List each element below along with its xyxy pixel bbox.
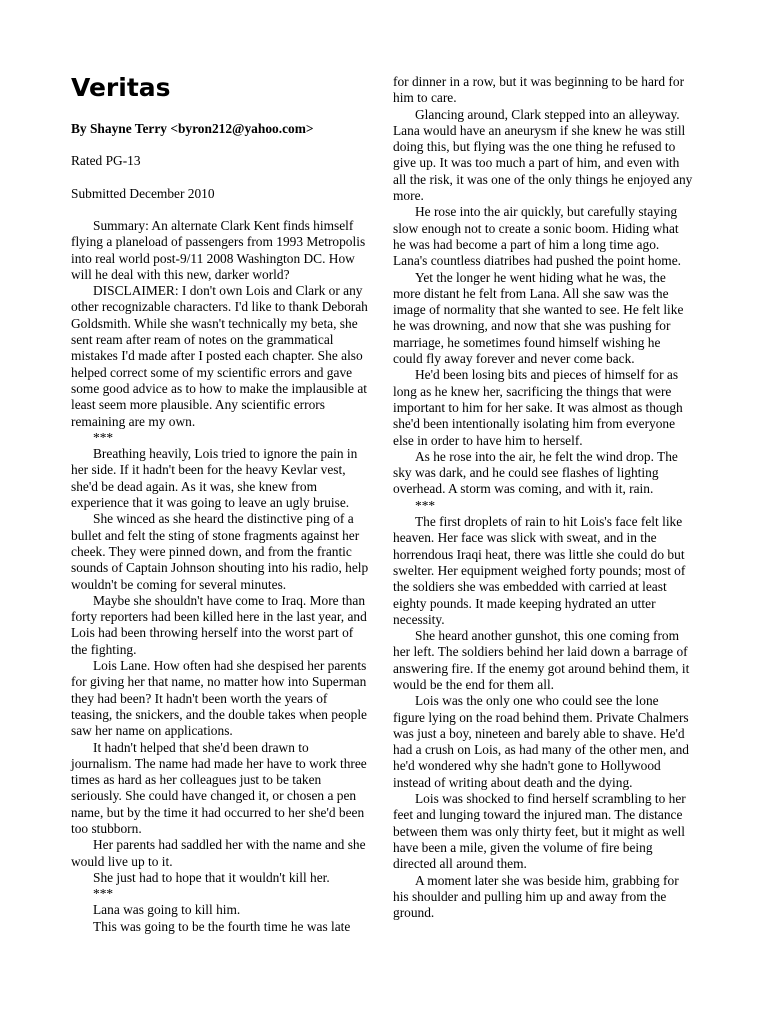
body-paragraph: She winced as she heard the distinctive ping of a bullet and felt the sting of stone fragments against her cheek. They were pinned down, and from the frantic sounds of Captain Johnson shouting into his radio, help wouldn't be coming for several minutes. xyxy=(71,511,369,592)
body-paragraph: A moment later she was beside him, grabbing for his shoulder and pulling him up and away from the ground. xyxy=(393,872,679,921)
body-paragraph: Her parents had saddled her with the name and she would live up to it. xyxy=(71,837,366,869)
body-paragraph: Lois was the only one who could see the lone figure lying on the road behind them. Private Chalmers was just a boy, nineteen and barely able to shave. He'd had a crush on Lois, as had many of the other men, and he'd wondered why she hadn't gone to Hollywood instead of writing about death and the dying. xyxy=(393,693,689,790)
body-paragraph: Lois Lane. How often had she despised her parents for giving her that name, no matter how into Superman they had been? It hadn't been worth the years of teasing, the snickers, and the double takes when people saw her name on applications. xyxy=(71,658,367,739)
body-paragraph: Yet the longer he went hiding what he was, the more distant he felt from Lana. All she saw was the image of normality that she wanted to see. He felt like he was drowning, and now that she was pushing for marriage, he sometimes found himself wishing he could fly away forever and never come back. xyxy=(393,269,684,367)
body-paragraph: Glancing around, Clark stepped into an alleyway. Lana would have an aneurysm if she knew he was still doing this, but flying was the one thing he refused to give up. It was too much a part of him, and even with all the risk, it was one of the only things he enjoyed any more. xyxy=(393,106,693,204)
summary-paragraph: Summary: An alternate Clark Kent finds himself flying a planeload of passengers from 1993 Metropolis into real world post-9/11 2008 Washington DC. How will he deal with this new, darker world? xyxy=(71,218,366,282)
scene-separator: *** xyxy=(93,429,114,445)
body-paragraph-continued: for dinner in a row, but it was beginning to be hard for him to care. xyxy=(393,74,685,106)
body-paragraph: Lois was shocked to find herself scrambling to her feet and lunging toward the injured man. The distance between them was only thirty feet, but it might as well have been a mile, given the volume of fire being directed all around them. xyxy=(393,791,686,872)
body-paragraph: Breathing heavily, Lois tried to ignore the pain in her side. If it hadn't been for the heavy Kevlar vest, she'd be dead again. As it was, she knew from experience that it was going to leave an ugly bruise. xyxy=(71,446,358,511)
rating-line: Rated PG-13 xyxy=(71,153,141,168)
body-paragraph: As he rose into the air, he felt the wind drop. The sky was dark, and he could see flashes of lighting overhead. A storm was coming, and with it, rain. xyxy=(393,448,678,497)
left-text-column xyxy=(71,218,371,935)
body-paragraph: The first droplets of rain to hit Lois's face felt like heaven. Her face was slick with sweat, and in the horrendous Iraqi heat, there was little she could do but swelter. Her equipment weighed forty pounds; most of the soldiers she was embedded with carried at least eighty pounds. It made keeping hydrated an utter necessity. xyxy=(393,514,686,627)
submitted-line: Submitted December 2010 xyxy=(71,186,215,201)
body-paragraph: Maybe she shouldn't have come to Iraq. More than forty reporters had been killed here in the last year, and Lois had been throwing herself into the worst part of the fighting. xyxy=(71,592,367,657)
body-paragraph: She heard another gunshot, this one coming from her left. The soldiers behind her laid down a barrage of answering fire. If the enemy got around behind them, it would be the end for them all. xyxy=(393,628,690,692)
scene-separator: *** xyxy=(415,497,436,513)
body-paragraph: This was going to be the fourth time he was late xyxy=(93,918,351,934)
body-paragraph: She just had to hope that it wouldn't kill her. xyxy=(93,869,330,885)
scene-separator: *** xyxy=(93,886,114,902)
story-title: Veritas xyxy=(71,73,171,102)
right-text-column xyxy=(393,74,693,921)
body-paragraph: It hadn't helped that she'd been drawn to journalism. The name had made her have to work three times as hard as her colleagues just to be taken seriously. She could have changed it, or chosen a pen name, but by the time it had occurred to her she'd been too stubborn. xyxy=(71,739,367,836)
body-paragraph: He'd been losing bits and pieces of himself for as long as he knew her, sacrificing the things that were important to him for her sake. It was almost as though she'd been intentionally isolating him from everyone else in order to have him to herself. xyxy=(393,367,683,448)
body-paragraph: He rose into the air quickly, but carefully staying slow enough not to create a sonic boom. Hiding what he was had become a part of him a long time ago. Lana's countless diatribes had pushed the point home. xyxy=(393,204,682,269)
body-paragraph: Lana was going to kill him. xyxy=(93,902,241,918)
author-byline: By Shayne Terry <byron212@yahoo.com> xyxy=(71,121,314,136)
disclaimer-paragraph: DISCLAIMER: I don't own Lois and Clark or any other recognizable characters. I'd like to thank Deborah Goldsmith. While she wasn't technically my beta, she sent ream after ream of notes on the grammatical mistakes I'd made after I posted each chapter. She also helped correct some of my scientific errors and gave some good advice as to how to make the implausible at least seem more plausible. Any scientific errors remaining are my own. xyxy=(71,283,368,429)
